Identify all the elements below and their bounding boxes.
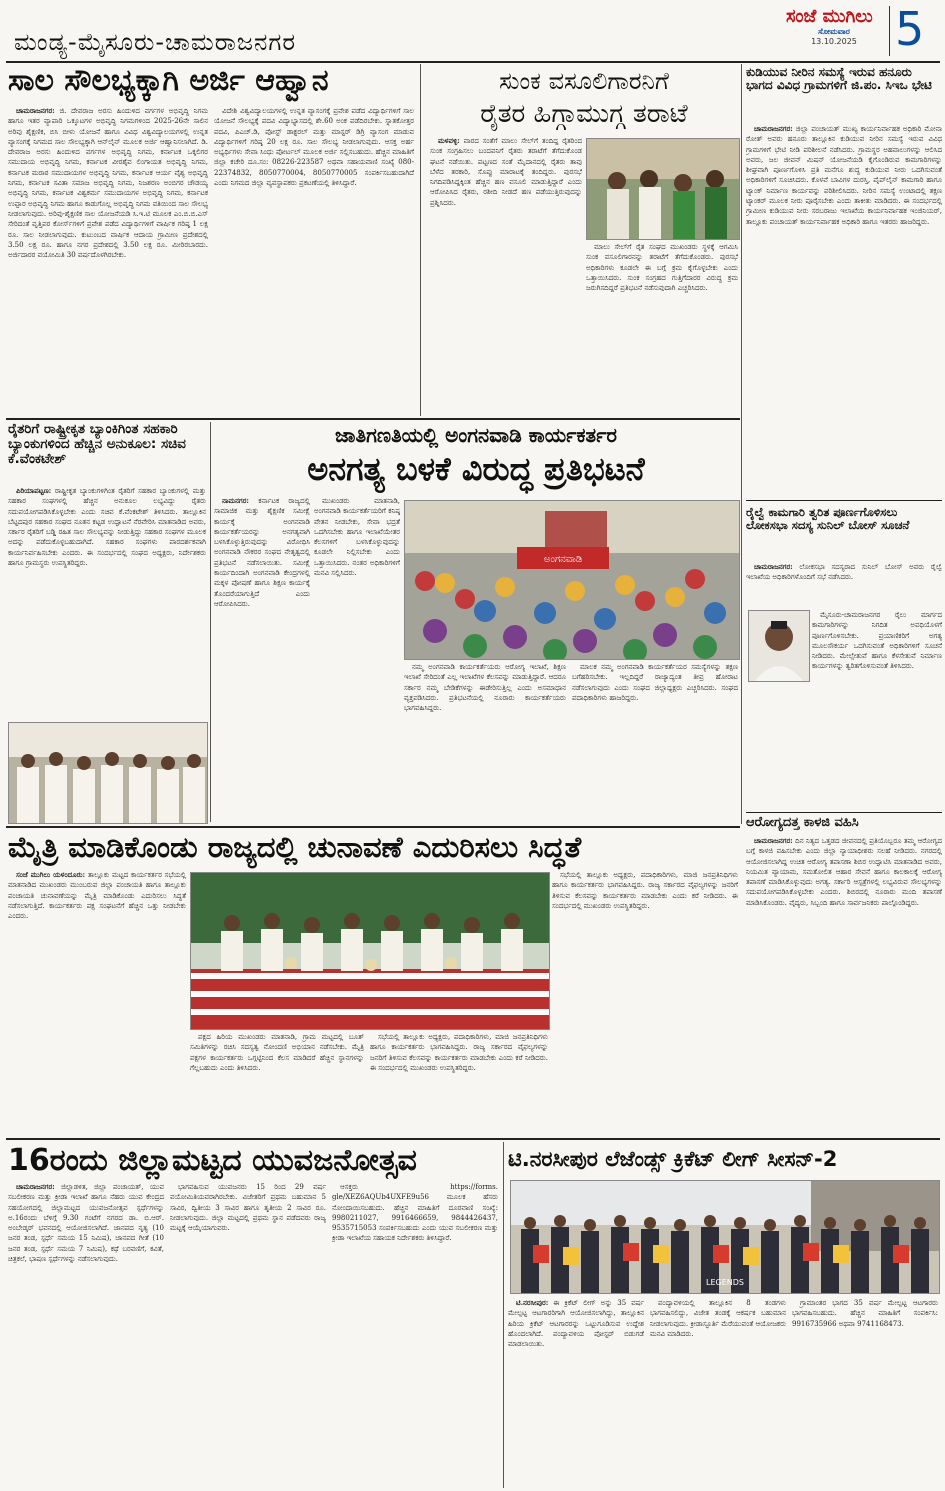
- tax-col-1: [430, 136, 582, 416]
- divider: [210, 422, 211, 822]
- youth-body-2: ಭಾಗವಹಿಸುವ ಯುವಜನರು 15 ರಿಂದ 29 ವರ್ಷ ವಯೋಮಿತಿಯವರಾಗಿರಬೇಕು. ವಿಜೇತರಿಗೆ ಪ್ರಥಮ ಬಹುಮಾನ 5 ಸಾವಿರ, ದ್ವಿತೀಯ 3 ಸಾವಿರ ಹಾಗೂ ತೃತೀಯ 2 ಸಾವಿರ ರೂ. ನೀಡಲಾಗುವುದು. ಜಿಲ್ಲಾ ಮಟ್ಟದಲ್ಲಿ ಪ್ರಥಮ ಸ್ಥಾನ ಪಡೆದವರು ರಾಜ್ಯ ಮಟ್ಟಕ್ಕೆ ಆಯ್ಕೆಯಾಗುವರು.: [170, 1183, 326, 1233]
- health-headline: ಆರೋಗ್ಯದತ್ತ ಕಾಳಜಿ ವಹಿಸಿ: [746, 815, 859, 830]
- anganwadi-body-4: ಮಾಲಕ ನಮ್ಮ ಅಂಗನವಾಡಿ ಕಾರ್ಯಕರ್ತೆಯರ ಸಮಸ್ಯೆಗಳನ್ನು ತಕ್ಷಣ ಬಗೆಹರಿಸಬೇಕು. ಇಲ್ಲದಿದ್ದರೆ ರಾಜ್ಯಾದ್ಯಂತ ತೀವ್ರ ಹೋರಾಟ ನಡೆಸಲಾಗುವುದು ಎಂದು ಸಂಘದ ಜಿಲ್ಲಾಧ್ಯಕ್ಷರು ಎಚ್ಚರಿಸಿದರು. ಸಂಘದ ಪದಾಧಿಕಾರಿಗಳು ಹಾಜರಿದ್ದರು.: [572, 663, 738, 702]
- youth-col-1: [8, 1182, 164, 1488]
- anganwadi-body-3: ನಮ್ಮ ಅಂಗನವಾಡಿ ಕಾರ್ಯಕರ್ತೆಯರು ಆರೋಗ್ಯ ಇಲಾಖೆ, ಶಿಕ್ಷಣ ಇಲಾಖೆ ಸೇರಿದಂತೆ ಎಲ್ಲ ಇಲಾಖೆಗಳ ಕೆಲಸವನ್ನು ಮಾಡುತ್ತಿದ್ದಾರೆ. ಆದರೂ ಸರ್ಕಾರ ನಮ್ಮ ಬೇಡಿಕೆಗಳನ್ನು ಈಡೇರಿಸುತ್ತಿಲ್ಲ ಎಂದು ಅಸಮಾಧಾನ ವ್ಯಕ್ತಪಡಿಸಿದರು. ಪ್ರತಿಭಟನೆಯಲ್ಲಿ ನೂರಾರು ಕಾರ್ಯಕರ್ತೆಯರು ಭಾಗವಹಿಸಿದ್ದರು.: [404, 663, 566, 713]
- cricket-body-2: ಪಂದ್ಯಾವಳಿಯಲ್ಲಿ ತಾಲ್ಲೂಕಿನ 8 ತಂಡಗಳು ಭಾಗವಹಿಸಲಿದ್ದು, ವಿಜೇತ ತಂಡಕ್ಕೆ ಆಕರ್ಷಕ ಬಹುಮಾನ ನೀಡಲಾಗುವುದು. ಕ್ರೀಡಾಸ್ಫೂರ್ತಿ ಮೆರೆಯುವಂತೆ ಆಯೋಜಕರು ಮನವಿ ಮಾಡಿದರು.: [650, 1299, 786, 1338]
- cricket-banner-text: LEGENDS: [706, 1278, 744, 1287]
- coop-headline: ರೈತರಿಗೆ ರಾಷ್ಟ್ರೀಕೃತ ಬ್ಯಾಂಕಿಗಿಂತ ಸಹಕಾರಿ ಬ್ಯಾಂಕುಗಳಿಂದ ಹೆಚ್ಚಿನ ಅನುಕೂಲ: ಸಚಿವ ಕೆ.ವೆಂಕಟೇಶ್: [8, 421, 186, 467]
- coop-dateline: ಪಿರಿಯಾಪಟ್ಟಣ:: [16, 486, 52, 495]
- cricket-dateline: ಟಿ.ನರಸೀಪುರ:: [516, 1298, 549, 1307]
- alliance-col-2: [190, 1032, 364, 1132]
- anganwadi-col-3: [404, 662, 566, 822]
- loan-body-1: ಜಿ. ದೇವರಾಜ ಅರಸು ಹಿಂದುಳಿದ ವರ್ಗಗಳ ಅಭಿವೃದ್ಧಿ ನಿಗಮ ಹಾಗೂ ಇತರ ವ್ಯಾಪಾರಿ ಒಕ್ಕೂಟಗಳ ಅಭಿವೃದ್ಧಿ ನಿಗಮಗಳಿಂದ 2025-26ನೇ ಸಾಲಿನ ಅರಿವು ಶೈಕ್ಷಣಿಕ, ಬಿಸಿ ಬೀಳು ಯೋಜನೆ ಹಾಗೂ ವಿವಿಧ ವಿಶ್ವವಿದ್ಯಾಲಯಗಳಲ್ಲಿ ಉನ್ನತ ವ್ಯಾಸಂಗಕ್ಕೆ ನಿಗಮದ ಸಾಲ ಸೌಲಭ್ಯಕ್ಕಾಗಿ ಆನ್‌ಲೈನ್ ಮೂಲಕ ಅರ್ಜಿ ಆಹ್ವಾನಿಸಲಾಗಿದೆ. ಡಿ. ದೇವರಾಜ ಅರಸು ಹಿಂದುಳಿದ ವರ್ಗಗಳ ಅಭಿವೃದ್ಧಿ ನಿಗಮ, ಕರ್ನಾಟಕ ಒಕ್ಕಲಿಗರ ಸಮುದಾಯ ಅಭಿವೃದ್ಧಿ ನಿಗಮ, ಕರ್ನಾಟಕ ವೀರಶೈವ ಲಿಂಗಾಯತ ಅಭಿವೃದ್ಧಿ ನಿಗಮ, ಕರ್ನಾಟಕ ಮರಾಠ ಸಮುದಾಯಗಳ ಅಭಿವೃದ್ಧಿ ನಿಗಮ, ಕರ್ನಾಟಕ ಆರ್ಯ ವೈಶ್ಯ ಅಭಿವೃದ್ಧಿ ನಿಗಮ, ಕರ್ನಾಟಕ ಸವಿತಾ ಸಮಾಜ ಅಭಿವೃದ್ಧಿ ನಿಗಮ, ನಿಜಶರಣ ಅಂಬಿಗರ ಚೌಡಯ್ಯ ಅಭಿವೃದ್ಧಿ ನಿಗಮ, ಕರ್ನಾಟಕ ವಿಶ್ವಕರ್ಮ ಸಮುದಾಯಗಳ ಅಭಿವೃದ್ಧಿ ನಿಗಮ, ಕರ್ನಾಟಕ ಉಪ್ಪಾರ ಅಭಿವೃದ್ಧಿ ನಿಗಮ ಹಾಗೂ ಕಾಡುಗೊಲ್ಲ ಅಭಿವೃದ್ಧಿ ನಿಗಮ ವತಿಯಿಂದ ಸಾಲ ಸೌಲಭ್ಯ ನೀಡಲಾಗುವುದು. ಅರಿವು-ಶೈಕ್ಷಣಿಕ ಸಾಲ ಯೋಜನೆಯಡಿ ಸಿ.ಇ.ಟಿ ಮೂಲಕ ಎಂ.ಬಿ.ಬಿ.ಎಸ್ ಸೇರಿದಂತೆ ವೃತ್ತಿಪರ ಕೋರ್ಸ್‌ಗಳಿಗೆ ಪ್ರವೇಶ ಪಡೆದ ವಿದ್ಯಾರ್ಥಿಗಳಿಗೆ ವಾರ್ಷಿಕ ಗರಿಷ್ಠ 1 ಲಕ್ಷ ರೂ. ಸಾಲ ನೀಡಲಾಗುವುದು. ಕುಟುಂಬದ ವಾರ್ಷಿಕ ಆದಾಯ ಗ್ರಾಮೀಣ ಪ್ರದೇಶದಲ್ಲಿ 3.50 ಲಕ್ಷ ರೂ. ಹಾಗೂ ನಗರ ಪ್ರದೇಶದಲ್ಲಿ 3.50 ಲಕ್ಷ ರೂ. ಮೀರಿರಬಾರದು. ಅರ್ಜಿದಾರರ ವಯೋಮಿತಿ 30 ವರ್ಷದೊಳಗಿರಬೇಕು.: [8, 107, 208, 260]
- tax-col-2: [586, 242, 738, 416]
- anganwadi-dateline: ನಾಮನಗರ:: [222, 496, 249, 505]
- divider: [741, 64, 742, 824]
- brand-logo: [786, 6, 882, 46]
- railway-text: ಮೈಸೂರು-ಚಾಮರಾಜನಗರ ರೈಲು ಮಾರ್ಗದ ಕಾಮಗಾರಿಗಳನ್ನು ನಿಗದಿತ ಅವಧಿಯೊಳಗೆ ಪೂರ್ಣಗೊಳಿಸಬೇಕು. ಪ್ರಯಾಣಿಕರಿಗೆ ಅಗತ್ಯ ಮೂಲಸೌಕರ್ಯ ಒದಗಿಸುವಂತೆ ಅಧಿಕಾರಿಗಳಿಗೆ ಸೂಚನೆ ನೀಡಿದರು. ಮೇಲ್ಸೇತುವೆ ಹಾಗೂ ಕೆಳಸೇತುವೆ ನಿರ್ಮಾಣ ಕಾರ್ಯಗಳನ್ನು ತ್ವರಿತಗೊಳಿಸುವಂತೆ ತಿಳಿಸಿದರು.: [812, 611, 942, 671]
- tax-headline-2: ರೈತರ ಹಿಗ್ಗಾಮುಗ್ಗ ತರಾಟೆ: [480, 99, 688, 129]
- loan-headline: ಸಾಲ ಸೌಲಭ್ಯಕ್ಕಾಗಿ ಅರ್ಜಿ ಆಹ್ವಾನ: [8, 63, 329, 98]
- rule: [6, 1138, 940, 1140]
- masthead: [0, 0, 945, 62]
- anganwadi-col-4: [572, 662, 738, 822]
- health-dateline: ಚಾಮರಾಜನಗರ:: [754, 836, 793, 845]
- railway-dateline: ಚಾಮರಾಜನಗರ:: [754, 562, 793, 571]
- alliance-col-4: [552, 870, 738, 1132]
- cricket-body-3: ಗ್ರಾಮಾಂತರ ಭಾಗದ 35 ವರ್ಷ ಮೇಲ್ಪಟ್ಟ ಆಟಗಾರರು ಭಾಗವಹಿಸಬಹುದು. ಹೆಚ್ಚಿನ ಮಾಹಿತಿಗೆ ಸಂಪರ್ಕಿಸಿ: 9916735966 ಅಥವಾ 9741168473.: [792, 1299, 938, 1328]
- tax-dateline: ಮಳವಳ್ಳಿ:: [438, 136, 460, 145]
- loan-col-1: [8, 106, 208, 418]
- divider: [420, 64, 421, 416]
- cricket-photo: [510, 1180, 940, 1294]
- protest-banner-text: ಅಂಗನವಾಡಿ: [543, 554, 583, 565]
- mp-photo: [748, 610, 810, 682]
- alliance-body-1: ತಾಲ್ಲೂಕು ಮಟ್ಟದ ಕಾರ್ಯಕರ್ತರ ಸಭೆಯಲ್ಲಿ ಮಾತನಾಡಿದ ಮುಖಂಡರು ಮುಂಬರುವ ಜಿಲ್ಲಾ ಪಂಚಾಯತಿ ಹಾಗೂ ತಾಲ್ಲೂಕು ಪಂಚಾಯತಿ ಚುನಾವಣೆಯನ್ನು ಮೈತ್ರಿ ಮಾಡಿಕೊಂಡು ಎದುರಿಸಲು ಸಿದ್ಧತೆ ನಡೆಸಲಾಗುತ್ತಿದೆ. ಕಾರ್ಯಕರ್ತರು ಪಕ್ಷ ಸಂಘಟನೆಗೆ ಹೆಚ್ಚಿನ ಒತ್ತು ನೀಡಬೇಕು ಎಂದರು.: [8, 871, 186, 921]
- water-headline: ಕುಡಿಯುವ ನೀರಿನ ಸಮಸ್ಯೆ ಇರುವ ಹನೂರು ಭಾಗದ ವಿವಿಧ ಗ್ರಾಮಗಳಿಗೆ ಜಿ.ಪಂ. ಸಿಇಒ ಭೇಟಿ: [746, 65, 932, 93]
- team-photo-icon: [511, 1181, 939, 1293]
- divider: [503, 1142, 504, 1488]
- section-title: ಮಂಡ್ಯ-ಮೈಸೂರು-ಚಾಮರಾಜನಗರ: [14, 28, 297, 56]
- anganwadi-body-1: ಕರ್ನಾಟಕ ರಾಜ್ಯದಲ್ಲಿ ಸಾಮಾಜಿಕ ಮತ್ತು ಶೈಕ್ಷಣಿಕ ಸಮೀಕ್ಷೆ ಕಾರ್ಯಕ್ಕೆ ಅಂಗನವಾಡಿ ಕಾರ್ಯಕರ್ತೆಯರನ್ನು ಅನಗತ್ಯವಾಗಿ ಬಳಸಿಕೊಳ್ಳುತ್ತಿರುವುದನ್ನು ವಿರೋಧಿಸಿ ಅಂಗನವಾಡಿ ನೌಕರರ ಸಂಘದ ನೇತೃತ್ವದಲ್ಲಿ ಪ್ರತಿಭಟನೆ ನಡೆಸಲಾಯಿತು. ಸಮೀಕ್ಷೆ ಕಾರ್ಯದಿಂದಾಗಿ ಅಂಗನವಾಡಿ ಕೇಂದ್ರಗಳಲ್ಲಿ ಮಕ್ಕಳ ಪೋಷಣೆ ಹಾಗೂ ಶಿಕ್ಷಣ ಕಾರ್ಯಕ್ಕೆ ತೊಂದರೆಯಾಗುತ್ತಿದೆ ಎಂದು ಆರೋಪಿಸಿದರು.: [214, 497, 310, 608]
- brand-name: ಸಂಜೆ ಮುಗಿಲು: [786, 6, 873, 27]
- tax-headline-1: ಸುಂಕ ವಸೂಲಿಗಾರನಿಗೆ: [499, 67, 669, 95]
- anganwadi-photo: [404, 500, 740, 660]
- page-number: 5: [895, 2, 925, 56]
- alliance-body-4: ಸಭೆಯಲ್ಲಿ ತಾಲ್ಲೂಕು ಅಧ್ಯಕ್ಷರು, ಪದಾಧಿಕಾರಿಗಳು, ಮಾಜಿ ಜನಪ್ರತಿನಿಧಿಗಳು ಹಾಗೂ ಕಾರ್ಯಕರ್ತರು ಭಾಗವಹಿಸಿದ್ದರು. ರಾಜ್ಯ ಸರ್ಕಾರದ ವೈಫಲ್ಯಗಳನ್ನು ಜನರಿಗೆ ತಿಳಿಸುವ ಕೆಲಸವನ್ನು ಕಾರ್ಯಕರ್ತರು ಮಾಡಬೇಕು ಎಂದು ಕರೆ ನೀಡಿದರು. ಈ ಸಂದರ್ಭದಲ್ಲಿ ಮುಖಂಡರು ಉಪಸ್ಥಿತರಿದ್ದರು.: [552, 871, 738, 910]
- railway-lead-text: ಲೋಕಸಭಾ ಸದಸ್ಯರಾದ ಸುನಿಲ್ ಬೋಸ್ ಅವರು ರೈಲ್ವೆ ಇಲಾಖೆಯ ಅಧಿಕಾರಿಗಳೊಂದಿಗೆ ಸಭೆ ನಡೆಸಿದರು.: [746, 563, 942, 582]
- cricket-col-1: [508, 1298, 644, 1488]
- alliance-dateline: ಸಂಜೆ ಮುಗಿಲು ಯಳಂದೂರು:: [16, 870, 86, 879]
- meeting-photo-icon: [191, 873, 549, 1029]
- date-label: 13.10.2025: [811, 37, 857, 46]
- alliance-headline: ಮೈತ್ರಿ ಮಾಡಿಕೊಂಡು ರಾಜ್ಯದಲ್ಲಿ ಚುನಾವಣೆ ಎದುರಿಸಲು ಸಿದ್ಧತೆ: [8, 830, 582, 864]
- tax-body-1: ವಾರದ ಸಂತೆಗೆ ಮಾಲು ಸೇಲ್‌ಗೆ ತಂದಿದ್ದ ರೈತರಿಂದ ಸುಂಕ ಸಂಗ್ರಹಿಸಲು ಬಂದವನಿಗೆ ರೈತರು ತರಾಟೆಗೆ ತೆಗೆದುಕೊಂಡ ಘಟನೆ ನಡೆಯಿತು. ಪಟ್ಟಣದ ಸಂತೆ ಮೈದಾನದಲ್ಲಿ ರೈತರು ತಾವು ಬೆಳೆದ ತರಕಾರಿ, ಸೊಪ್ಪು ಮಾರಾಟಕ್ಕೆ ತಂದಿದ್ದರು. ಪುರಸಭೆ ನಿಗದಿಪಡಿಸಿದ್ದಕ್ಕಿಂತ ಹೆಚ್ಚಿನ ಹಣ ವಸೂಲಿ ಮಾಡುತ್ತಿದ್ದಾರೆ ಎಂದು ಆರೋಪಿಸಿದ ರೈತರು, ರಶೀದಿ ನೀಡದೆ ಹಣ ಪಡೆಯುತ್ತಿರುವುದನ್ನು ಪ್ರಶ್ನಿಸಿದರು.: [430, 137, 582, 207]
- cricket-body-1: ಈ ಕ್ರಿಕೆಟ್ ಲೀಗ್ ಅನ್ನು 35 ವರ್ಷ ಮೇಲ್ಪಟ್ಟ ಆಟಗಾರರಿಗಾಗಿ ಆಯೋಜಿಸಲಾಗಿದ್ದು, ತಾಲ್ಲೂಕಿನ ಹಿರಿಯ ಕ್ರಿಕೆಟ್ ಆಟಗಾರರನ್ನು ಒಟ್ಟುಗೂಡಿಸುವ ಉದ್ದೇಶ ಹೊಂದಲಾಗಿದೆ. ಪಂದ್ಯಾವಳಿಯ ಪೋಸ್ಟರ್ ಬಿಡುಗಡೆ ಮಾಡಲಾಯಿತು.: [508, 1299, 644, 1349]
- water-body: [746, 124, 942, 496]
- group-photo-icon: [9, 723, 207, 823]
- tax-photo: [586, 138, 740, 240]
- alliance-col-1: [8, 870, 186, 1132]
- water-dateline: ಚಾಮರಾಜನಗರ:: [754, 124, 793, 133]
- youth-body-1: ಜಿಲ್ಲಾಡಳಿತ, ಜಿಲ್ಲಾ ಪಂಚಾಯತ್, ಯುವ ಸಬಲೀಕರಣ ಮತ್ತು ಕ್ರೀಡಾ ಇಲಾಖೆ ಹಾಗೂ ನೆಹರು ಯುವ ಕೇಂದ್ರದ ಸಹಯೋಗದಲ್ಲಿ ಜಿಲ್ಲಾಮಟ್ಟದ ಯುವಜನೋತ್ಸವ ಸ್ಪರ್ಧೆಗಳನ್ನು ಅ.16ರಂದು ಬೆಳಿಗ್ಗೆ 9.30 ಗಂಟೆಗೆ ನಗರದ ಡಾ. ಬಿ.ಆರ್. ಅಂಬೇಡ್ಕರ್ ಭವನದಲ್ಲಿ ಆಯೋಜಿಸಲಾಗಿದೆ. ಜಾನಪದ ನೃತ್ಯ (10 ಜನರ ತಂಡ, ಸ್ಪರ್ಧೆ ಸಮಯ 15 ನಿಮಿಷ), ಜಾನಪದ ಗೀತೆ (10 ಜನರ ತಂಡ, ಸ್ಪರ್ಧೆ ಸಮಯ 7 ನಿಮಿಷ), ಕಥೆ ಬರವಣಿಗೆ, ಕವಿತೆ, ಚಿತ್ರಕಲೆ, ಭಾಷಣ ಸ್ಪರ್ಧೆಗಳನ್ನು ನಡೆಸಲಾಗುವುದು.: [8, 1183, 164, 1264]
- youth-col-3: [332, 1182, 498, 1488]
- loan-col-2: [214, 106, 414, 418]
- protest-photo-icon: [405, 501, 739, 659]
- day-label: ಸೋಮವಾರ: [818, 27, 850, 36]
- coop-body: [8, 486, 206, 718]
- water-text: ಜಿಲ್ಲಾ ಪಂಚಾಯತ್ ಮುಖ್ಯ ಕಾರ್ಯನಿರ್ವಾಹಕ ಅಧಿಕಾರಿ ಮೋನಾ ರೋತ್ ಅವರು ಹನೂರು ತಾಲ್ಲೂಕಿನ ಕುಡಿಯುವ ನೀರಿನ ಸಮಸ್ಯೆ ಇರುವ ವಿವಿಧ ಗ್ರಾಮಗಳಿಗೆ ಭೇಟಿ ನೀಡಿ ಪರಿಶೀಲನೆ ನಡೆಸಿದರು. ಗ್ರಾಮಸ್ಥರ ಅಹವಾಲುಗಳನ್ನು ಆಲಿಸಿದ ಅವರು, ಜಲ ಜೀವನ್ ಮಿಷನ್ ಯೋಜನೆಯಡಿ ಕೈಗೊಂಡಿರುವ ಕಾಮಗಾರಿಗಳನ್ನು ಶೀಘ್ರವಾಗಿ ಪೂರ್ಣಗೊಳಿಸಿ ಪ್ರತಿ ಮನೆಗೂ ಶುದ್ಧ ಕುಡಿಯುವ ನೀರು ಒದಗಿಸುವಂತೆ ಅಧಿಕಾರಿಗಳಿಗೆ ಸೂಚಿಸಿದರು. ಕೊಳವೆ ಬಾವಿಗಳ ದುರಸ್ತಿ, ಪೈಪ್‌ಲೈನ್ ಕಾಮಗಾರಿ ಹಾಗೂ ಟ್ಯಾಂಕ್ ನಿರ್ಮಾಣ ಕಾರ್ಯವನ್ನು ಪರಿಶೀಲಿಸಿದರು. ನೀರಿನ ಸಮಸ್ಯೆ ಉಂಟಾದಲ್ಲಿ ತಕ್ಷಣ ಟ್ಯಾಂಕರ್ ಮೂಲಕ ನೀರು ಪೂರೈಸಬೇಕು ಎಂದು ತಾಕೀತು ಮಾಡಿದರು. ಈ ಸಂದರ್ಭದಲ್ಲಿ ಗ್ರಾಮೀಣ ಕುಡಿಯುವ ನೀರು ಸರಬರಾಜು ಇಲಾಖೆಯ ಕಾರ್ಯನಿರ್ವಾಹಕ ಇಂಜಿನಿಯರ್, ತಾಲ್ಲೂಕು ಪಂಚಾಯತ್ ಕಾರ್ಯನಿರ್ವಾಹಕ ಅಧಿಕಾರಿ ಹಾಗೂ ಇತರರು ಹಾಜರಿದ್ದರು.: [746, 125, 942, 226]
- alliance-body-2: ಪಕ್ಷದ ಹಿರಿಯ ಮುಖಂಡರು ಮಾತನಾಡಿ, ಗ್ರಾಮ ಮಟ್ಟದಲ್ಲಿ ಬೂತ್ ಸಮಿತಿಗಳನ್ನು ರಚಿಸಿ ಸದಸ್ಯತ್ವ ನೋಂದಣಿ ಅಭಿಯಾನ ನಡೆಸಬೇಕು. ಮೈತ್ರಿ ಪಕ್ಷಗಳ ಕಾರ್ಯಕರ್ತರು ಒಗ್ಗಟ್ಟಿನಿಂದ ಕೆಲಸ ಮಾಡಿದರೆ ಹೆಚ್ಚಿನ ಸ್ಥಾನಗಳನ್ನು ಗೆಲ್ಲಬಹುದು ಎಂದು ತಿಳಿಸಿದರು.: [190, 1033, 364, 1072]
- tax-body-2: ಮಾಲು ಸೇಲ್‌ಗೆ ರೈತ ಸಂಘದ ಮುಖಂಡರು ಸ್ಥಳಕ್ಕೆ ಆಗಮಿಸಿ ಸುಂಕ ವಸೂಲಿಗಾರನನ್ನು ತರಾಟೆಗೆ ತೆಗೆದುಕೊಂಡರು. ಪುರಸಭೆ ಅಧಿಕಾರಿಗಳು ಕೂಡಲೇ ಈ ಬಗ್ಗೆ ಕ್ರಮ ಕೈಗೊಳ್ಳಬೇಕು ಎಂದು ಒತ್ತಾಯಿಸಿದರು. ಸುಂಕ ಸಂಗ್ರಹದ ಗುತ್ತಿಗೆದಾರರ ವಿರುದ್ಧ ಕ್ರಮ ಜರುಗಿಸದಿದ್ದರೆ ಪ್ರತಿಭಟನೆ ನಡೆಸುವುದಾಗಿ ಎಚ್ಚರಿಸಿದರು.: [586, 243, 738, 293]
- loan-body-2: ವಿದೇಶಿ ವಿಶ್ವವಿದ್ಯಾಲಯಗಳಲ್ಲಿ ಉನ್ನತ ವ್ಯಾಸಂಗಕ್ಕೆ ಪ್ರವೇಶ ಪಡೆದ ವಿದ್ಯಾರ್ಥಿಗಳಿಗೆ ಸಾಲ ಯೋಜನೆ ಸೌಲಭ್ಯಕ್ಕೆ ಪದವಿ ವಿದ್ಯಾಭ್ಯಾಸದಲ್ಲಿ ಶೇ.60 ಅಂಕ ಪಡೆದಿರಬೇಕು. ಸ್ನಾತಕೋತ್ತರ ಪದವಿ, ಪಿಎಚ್.ಡಿ, ಪೋಸ್ಟ್ ಡಾಕ್ಟರಲ್ ಮತ್ತು ಮಾಸ್ಟರ್ ಡಿಗ್ರಿ ವ್ಯಾಸಂಗ ಮಾಡುವ ವಿದ್ಯಾರ್ಥಿಗಳಿಗೆ ಗರಿಷ್ಠ 20 ಲಕ್ಷ ರೂ. ಸಾಲ ಸೌಲಭ್ಯ ನೀಡಲಾಗುವುದು. ಆಸಕ್ತ ಅರ್ಹ ಅಭ್ಯರ್ಥಿಗಳು ಸೇವಾ ಸಿಂಧು ಪೋರ್ಟಲ್ ಮೂಲಕ ಅರ್ಜಿ ಸಲ್ಲಿಸಬಹುದು. ಹೆಚ್ಚಿನ ಮಾಹಿತಿಗೆ ಜಿಲ್ಲಾ ಕಚೇರಿ ದೂ.ಸಂ: 08226-223587 ಅಥವಾ ಸಹಾಯವಾಣಿ ಸಂಖ್ಯೆ 080-22374832, 8050770004, 8050770005 ಸಂಪರ್ಕಿಸಬಹುದಾಗಿದೆ ಎಂದು ನಿಗಮದ ಜಿಲ್ಲಾ ವ್ಯವಸ್ಥಾಪಕರು ಪ್ರಕಟಣೆಯಲ್ಲಿ ತಿಳಿಸಿದ್ದಾರೆ.: [214, 107, 414, 188]
- portrait-icon: [749, 611, 809, 681]
- alliance-body-3: ಸಭೆಯಲ್ಲಿ ತಾಲ್ಲೂಕು ಅಧ್ಯಕ್ಷರು, ಪದಾಧಿಕಾರಿಗಳು, ಮಾಜಿ ಜನಪ್ರತಿನಿಧಿಗಳು ಹಾಗೂ ಕಾರ್ಯಕರ್ತರು ಭಾಗವಹಿಸಿದ್ದರು. ರಾಜ್ಯ ಸರ್ಕಾರದ ವೈಫಲ್ಯಗಳನ್ನು ಜನರಿಗೆ ತಿಳಿಸುವ ಕೆಲಸವನ್ನು ಕಾರ್ಯಕರ್ತರು ಮಾಡಬೇಕು ಎಂದು ಕರೆ ನೀಡಿದರು. ಈ ಸಂದರ್ಭದಲ್ಲಿ ಮುಖಂಡರು ಉಪಸ್ಥಿತರಿದ್ದರು.: [370, 1033, 548, 1072]
- youth-body-3: ಆಸಕ್ತರು https://forms. gle/XEZ6AQUb4UXFE9u56 ಮೂಲಕ ಹೆಸರು ನೋಂದಾಯಿಸಬಹುದು. ಹೆಚ್ಚಿನ ಮಾಹಿತಿಗೆ ದೂರವಾಣಿ ಸಂಖ್ಯೆ: 9980211027, 9916466659, 9844426437, 9535715053 ಸಂಪರ್ಕಿಸಬಹುದು ಎಂದು ಯುವ ಸಬಲೀಕರಣ ಮತ್ತು ಕ್ರೀಡಾ ಇಲಾಖೆಯ ಸಹಾಯಕ ನಿರ್ದೇಶಕರು ತಿಳಿಸಿದ್ದಾರೆ.: [332, 1183, 498, 1243]
- cricket-col-3: [792, 1298, 938, 1488]
- anganwadi-col-2: [314, 496, 400, 822]
- health-text: ದಿನ ನಿತ್ಯದ ಒತ್ತಡದ ಜೀವನದಲ್ಲಿ ಪ್ರತಿಯೊಬ್ಬರೂ ತಮ್ಮ ಆರೋಗ್ಯದ ಬಗ್ಗೆ ಕಾಳಜಿ ವಹಿಸಬೇಕು ಎಂದು ಜಿಲ್ಲಾ ನ್ಯಾಯಾಧೀಶರು ಸಲಹೆ ನೀಡಿದರು. ನಗರದಲ್ಲಿ ಆಯೋಜಿಸಲಾಗಿದ್ದ ಉಚಿತ ಆರೋಗ್ಯ ತಪಾಸಣಾ ಶಿಬಿರ ಉದ್ಘಾಟಿಸಿ ಮಾತನಾಡಿದ ಅವರು, ನಿಯಮಿತ ವ್ಯಾಯಾಮ, ಸಮತೋಲಿತ ಆಹಾರ ಸೇವನೆ ಹಾಗೂ ಕಾಲಕಾಲಕ್ಕೆ ಆರೋಗ್ಯ ತಪಾಸಣೆ ಮಾಡಿಸಿಕೊಳ್ಳುವುದು ಅಗತ್ಯ. ಸರ್ಕಾರಿ ಆಸ್ಪತ್ರೆಗಳಲ್ಲಿ ಲಭ್ಯವಿರುವ ಸೌಲಭ್ಯಗಳನ್ನು ಸದುಪಯೋಗಪಡಿಸಿಕೊಳ್ಳಬೇಕು ಎಂದರು. ಶಿಬಿರದಲ್ಲಿ ನೂರಾರು ಮಂದಿ ತಪಾಸಣೆ ಮಾಡಿಸಿಕೊಂಡರು. ವೈದ್ಯರು, ಸಿಬ್ಬಂದಿ ಹಾಗೂ ಸಾರ್ವಜನಿಕರು ಪಾಲ್ಗೊಂಡಿದ್ದರು.: [746, 837, 942, 907]
- coop-text: ರಾಷ್ಟ್ರೀಕೃತ ಬ್ಯಾಂಕುಗಳಿಗಿಂತ ರೈತರಿಗೆ ಸಹಕಾರ ಬ್ಯಾಂಕುಗಳಲ್ಲಿ ಮತ್ತು ಸಹಕಾರ ಸಂಘಗಳಲ್ಲಿ ಹೆಚ್ಚಿನ ಅನುಕೂಲ ಲಭ್ಯವಿದ್ದು ರೈತರು ಸದುಪಯೋಗಪಡಿಸಿಕೊಳ್ಳಬೇಕು ಎಂದು ಸಚಿವ ಕೆ.ವೆಂಕಟೇಶ್ ತಿಳಿಸಿದರು. ತಾಲ್ಲೂಕಿನ ಬೆಟ್ಟದಪುರ ಸಹಕಾರ ಸಂಘದ ನೂತನ ಕಟ್ಟಡ ಉದ್ಘಾಟನೆ ನೆರವೇರಿಸಿ ಮಾತನಾಡಿದ ಅವರು, ಸರ್ಕಾರ ರೈತರಿಗೆ ಬಡ್ಡಿ ರಹಿತ ಸಾಲ ಸೌಲಭ್ಯವನ್ನು ನೀಡುತ್ತಿದ್ದು ಸಹಕಾರ ಸಂಘಗಳ ಮೂಲಕ ಅದನ್ನು ಪಡೆದುಕೊಳ್ಳಬಹುದಾಗಿದೆ. ಸಹಕಾರ ಸಂಘಗಳು ಪಾರದರ್ಶಕವಾಗಿ ಕಾರ್ಯನಿರ್ವಹಿಸಬೇಕು ಎಂದರು. ಈ ಸಂದರ್ಭದಲ್ಲಿ ಸಂಘದ ಅಧ್ಯಕ್ಷರು, ನಿರ್ದೇಶಕರು ಹಾಗೂ ಗ್ರಾಮಸ್ಥರು ಉಪಸ್ಥಿತರಿದ್ದರು.: [8, 487, 206, 568]
- anganwadi-body-2: ಮುಖಂಡರು ಮಾತನಾಡಿ, ಅಂಗನವಾಡಿ ಕಾರ್ಯಕರ್ತೆಯರಿಗೆ ಕನಿಷ್ಠ ವೇತನ ನೀಡಬೇಕು, ಸೇವಾ ಭದ್ರತೆ ಒದಗಿಸಬೇಕು ಹಾಗೂ ಇಲಾಖೆಯೇತರ ಕೆಲಸಗಳಿಗೆ ಬಳಸಿಕೊಳ್ಳುವುದನ್ನು ಕೂಡಲೇ ನಿಲ್ಲಿಸಬೇಕು ಎಂದು ಒತ್ತಾಯಿಸಿದರು. ನಂತರ ಅಧಿಕಾರಿಗಳಿಗೆ ಮನವಿ ಸಲ್ಲಿಸಿದರು.: [314, 497, 400, 578]
- youth-dateline: ಚಾಮರಾಜನಗರ:: [16, 1182, 55, 1191]
- anganwadi-headline: ಅನಗತ್ಯ ಬಳಕೆ ವಿರುದ್ಧ ಪ್ರತಿಭಟನೆ: [307, 450, 645, 488]
- youth-headline: 16ರಂದು ಜಿಲ್ಲಾಮಟ್ಟದ ಯುವಜನೋತ್ಸವ: [8, 1143, 417, 1178]
- rule: [746, 812, 942, 813]
- alliance-col-3: [370, 1032, 548, 1132]
- anganwadi-col-1: [214, 496, 310, 822]
- railway-headline: ರೈಲ್ವೆ ಕಾಮಗಾರಿ ತ್ವರಿತ ಪೂರ್ಣಗೊಳಿಸಲು ಲೋಕಸಭಾ ಸದಸ್ಯ ಸುನಿಲ್ ಬೋಸ್ ಸೂಚನೆ: [746, 505, 910, 532]
- health-body: [746, 836, 942, 1136]
- farmers-photo-icon: [587, 139, 739, 239]
- masthead-divider: [889, 6, 890, 56]
- cricket-headline: ಟಿ.ನರಸೀಪುರ ಲೆಜೆಂಡ್ಸ್ ಕ್ರಿಕೆಟ್ ಲೀಗ್ ಸೀಸನ್-2: [508, 1147, 838, 1171]
- rule: [6, 418, 740, 420]
- anganwadi-kicker: ಜಾತಿಗಣತಿಯಲ್ಲಿ ಅಂಗನವಾಡಿ ಕಾರ್ಯಕರ್ತರ: [334, 423, 618, 447]
- youth-col-2: [170, 1182, 326, 1488]
- rule: [746, 500, 942, 501]
- railway-body: [812, 610, 942, 810]
- cricket-col-2: [650, 1298, 786, 1488]
- loan-dateline: ಚಾಮರಾಜನಗರ:: [16, 106, 55, 115]
- railway-lead: [746, 562, 942, 606]
- coop-photo: [8, 722, 208, 824]
- rule: [6, 826, 740, 828]
- alliance-photo: [190, 872, 550, 1030]
